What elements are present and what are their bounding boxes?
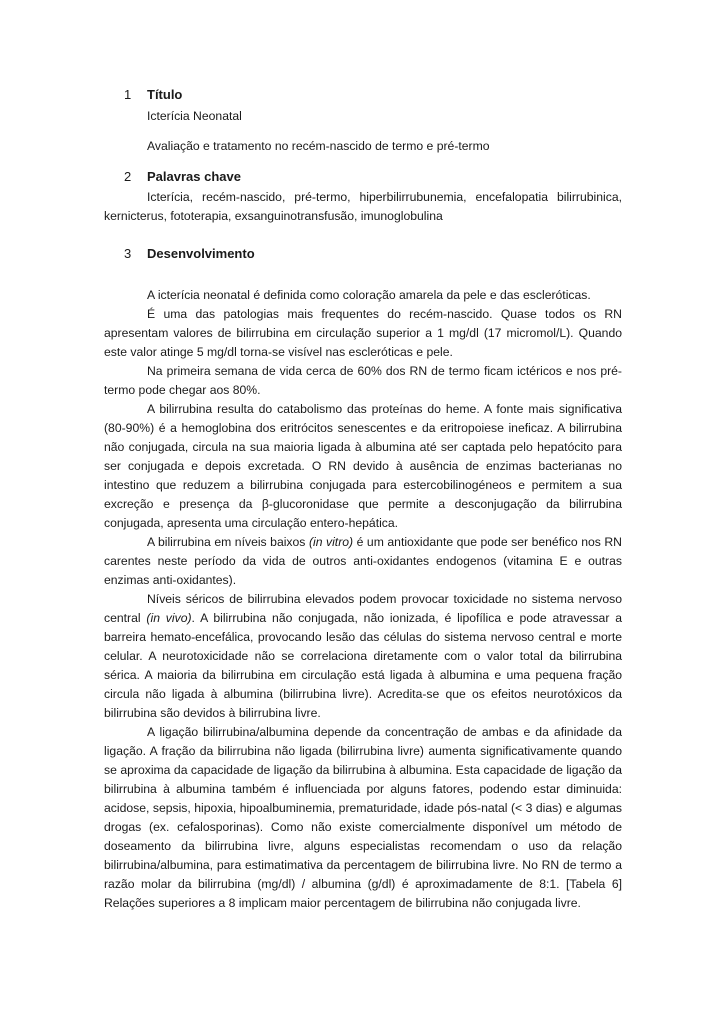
paragraph-albumin-binding: A ligação bilirrubina/albumina depende da concentração de ambas e da afinidade da ligação. A fração da bilirrubina não ligada (bilirrubina livre) aumenta significativamente quando se aproxima da capacidade de ligação da bilirrubina à albumina. Esta capacidade de ligação da bilirrubina à albumina também é influenciada por alguns fatores, podendo estar diminuida: acidose, sepsis, hipoxia, hipoalbuminemia, prematuridade, idade pós-natal (< 3 dias) e algumas drogas (ex. cefalosporinas). Como não existe comercialmente disponível um método de doseamento da bilirrubina livre, alguns especialistas recomendam o uso da relação bilirrubina/albumina, para estimatimativa da percentagem de bilirrubina livre. No RN de termo a razão molar da bilirrubina (mg/dl) / albumina (g/dl) é aproximadamente de 8:1. [Tabela 6] Relações superiores a 8 implicam maior percentagem de bilirrubina não conjugada livre. bbox=[104, 725, 622, 910]
section-heading-desenvolvimento bbox=[124, 246, 255, 264]
document-title: Icterícia Neonatal bbox=[147, 109, 242, 123]
section-number: 3 bbox=[124, 246, 132, 261]
emphasis-in-vivo: (in vivo) bbox=[146, 611, 192, 625]
body-text bbox=[104, 286, 622, 913]
paragraph-toxicity bbox=[104, 590, 622, 723]
section-heading-titulo bbox=[124, 87, 182, 105]
text-run: Níveis séricos de bilirrubina elevados podem provocar toxicidade no sistema nervoso central bbox=[104, 592, 622, 625]
document-subtitle: Avaliação e tratamento no recém-nascido de termo e pré-termo bbox=[147, 139, 490, 153]
paragraph-catabolism: A bilirrubina resulta do catabolismo das proteínas do heme. A fonte mais significativa (80-90%) é a hemoglobina dos eritrócitos senescentes e da eritropoiese ineficaz. A bilirrubina não conjugada, circula na sua maioria ligada à albumina até ser captada pelo hepatócito para ser conjugada e depois excretada. O RN devido à ausência de enzimas bacterianas no intestino que reduzem a bilirrubina conjugada para estercobilinogéneos e permitem a sua excreção e presença da β-glucoronidase que permite a desconjugação da bilirrubina conjugada, apresenta uma circulação entero-hepática. bbox=[104, 402, 622, 530]
paragraph-frequency: É uma das patologias mais frequentes do recém-nascido. Quase todos os RN apresentam valores de bilirrubina em circulação superior a 1 mg/dl (17 micromol/L). Quando este valor atinge 5 mg/dl torna-se visível nas escleróticas e pele. bbox=[104, 307, 622, 359]
paragraph-antioxidant bbox=[104, 533, 622, 590]
section-number: 2 bbox=[124, 169, 132, 184]
section-heading-palavras-chave bbox=[124, 169, 241, 187]
section-number: 1 bbox=[124, 87, 132, 102]
section-label: Palavras chave bbox=[147, 169, 241, 184]
keywords-text: Icterícia, recém-nascido, pré-termo, hiperbilirrubunemia, encefalopatia bilirrubinica, kernicterus, fototerapia, exsanguinotransfusão, imunoglobulina bbox=[104, 190, 622, 223]
paragraph-first-week: Na primeira semana de vida cerca de 60% dos RN de termo ficam ictéricos e nos pré-termo pode chegar aos 80%. bbox=[104, 364, 622, 397]
paragraph-definition: A icterícia neonatal é definida como coloração amarela da pele e das escleróticas. bbox=[147, 288, 591, 302]
text-run: é um antioxidante que pode ser benéfico nos RN carentes neste período da vida de outros anti-oxidantes endogenos (vitamina E e outras enzimas anti-oxidantes). bbox=[104, 535, 622, 587]
section-label: Título bbox=[147, 87, 183, 102]
text-run: . A bilirrubina não conjugada, não ionizada, é lipofílica e pode atravessar a barreira hemato-encefálica, provocando lesão das células do sistema nervoso central e morte celular. A neurotoxicidade não se correlaciona diretamente com o valor total da bilirrubina sérica. A maioria da bilirrubina em circulação está ligada à albumina e uma pequena fração circula não ligada à albumina (bilirrubina livre). Acredita-se que os efeitos neurotóxicos da bilirrubina são devidos à bilirrubina livre. bbox=[104, 611, 622, 720]
text-run: A bilirrubina em níveis baixos bbox=[147, 535, 309, 549]
emphasis-in-vitro: (in vitro) bbox=[308, 535, 354, 549]
section-label: Desenvolvimento bbox=[147, 246, 255, 261]
